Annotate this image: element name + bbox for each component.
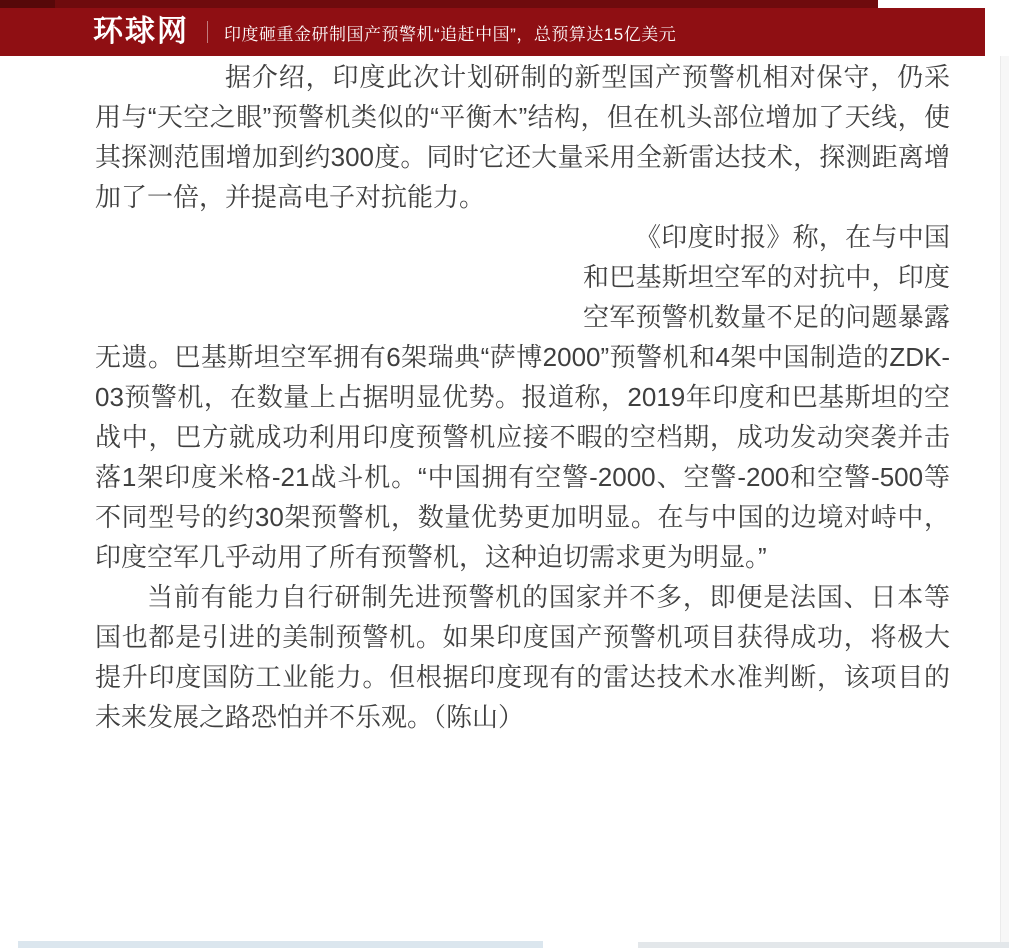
article-body <box>95 57 950 737</box>
partial-element-strip-left <box>18 941 543 948</box>
site-logo[interactable]: 环球网 <box>93 15 189 48</box>
article-paragraph <box>95 577 950 737</box>
article-paragraph <box>95 57 950 217</box>
paragraph-text: 《印度时报》称，在与中国和巴基斯坦空军的对抗中，印度空军预警机数量不足的问题暴露无遗。巴基斯坦空军拥有6架瑞典“萨博2000”预警机和4架中国制造的ZDK-03预警机，在数量上占据明显优势。报道称，2019年印度和巴基斯坦的空战中，巴方就成功利用印度预警机应接不暇的空档期，成功发动突袭并击落1架印度米格-21战斗机。“中国拥有空警-2000、空警-200和空警-500等不同型号的约30架预警机，数量优势更加明显。在与中国的边境对峙中，印度空军几乎动用了所有预警机，这种迫切需求更为明显。” <box>95 222 950 572</box>
header-divider <box>207 21 208 43</box>
missing-image-placeholder <box>95 217 583 337</box>
paragraph-text: 当前有能力自行研制先进预警机的国家并不多，即便是法国、日本等国也都是引进的美制预警机。如果印度国产预警机项目获得成功，将极大提升印度国防工业能力。但根据印度现有的雷达技术水准判断，该项目的未来发展之路恐怕并不乐观。（陈山） <box>95 582 950 732</box>
header-top-strip <box>0 0 878 8</box>
article-paragraph <box>95 217 950 577</box>
partial-element-strip-right <box>638 942 1009 948</box>
scrollbar-track[interactable] <box>1000 56 1009 948</box>
paragraph-text: 据介绍，印度此次计划研制的新型国产预警机相对保守，仍采用与“天空之眼”预警机类似的“平衡木”结构，但在机头部位增加了天线，使其探测范围增加到约300度。同时它还大量采用全新雷达技术，探测距离增加了一倍，并提高电子对抗能力。 <box>95 62 950 212</box>
article-title: 印度砸重金研制国产预警机“追赶中国”，总预算达15亿美元 <box>224 24 677 44</box>
site-header <box>0 8 985 56</box>
